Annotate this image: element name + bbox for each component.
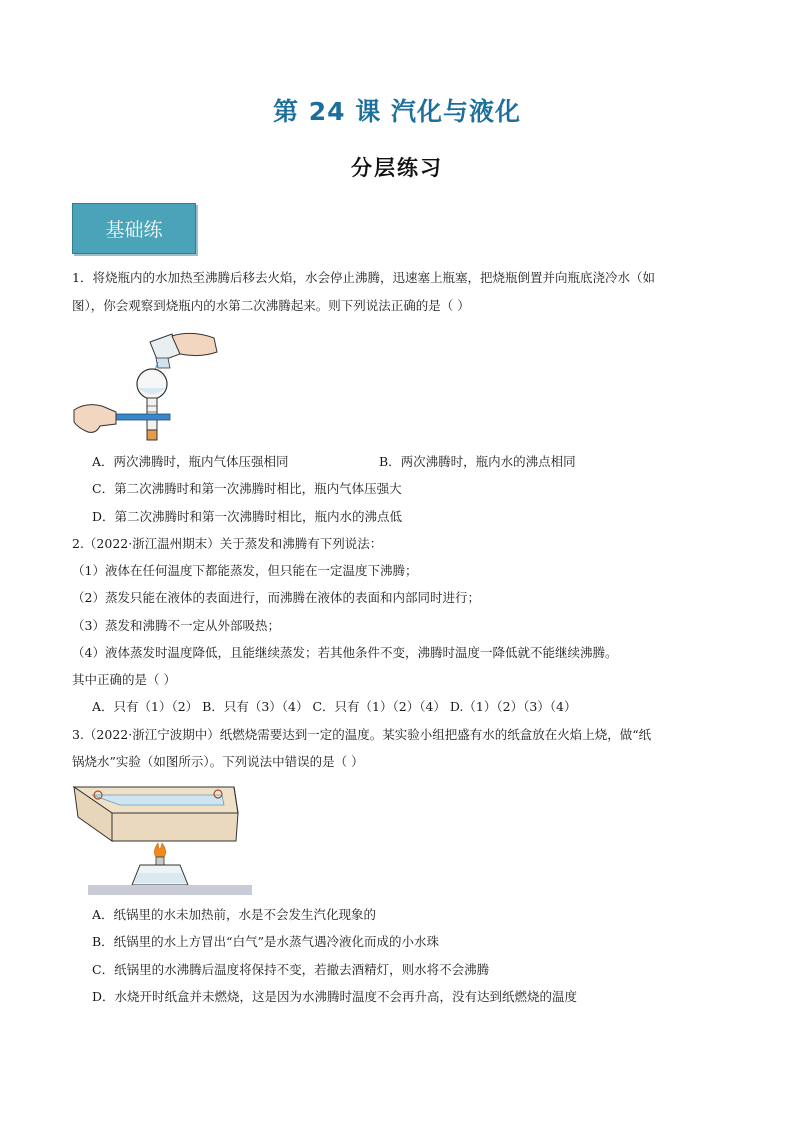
q1-option-b: B．两次沸腾时，瓶内水的沸点相同	[379, 454, 576, 469]
page-subtitle: 分层练习	[351, 156, 443, 180]
hand-icon	[74, 405, 116, 433]
paper-box-icon	[74, 787, 238, 841]
q2-ask: 其中正确的是（ ）	[72, 672, 176, 687]
q2-item-2: （2）蒸发只能在液体的表面进行，而沸腾在液体的表面和内部同时进行；	[72, 590, 480, 605]
q1-option-d: D．第二次沸腾时和第一次沸腾时相比，瓶内水的沸点低	[92, 509, 403, 524]
q1-stem-line2: 图），你会观察到烧瓶内的水第二次沸腾起来。则下列说法正确的是（ ）	[72, 298, 470, 313]
q2-item-4: （4）液体蒸发时温度降低，且能继续蒸发；若其他条件不变，沸腾时温度一降低就不能继续沸腾。	[72, 645, 618, 660]
flask-icon	[137, 369, 167, 399]
section-label: 基础练	[72, 203, 196, 254]
q2-stem: 2.（2022·浙江温州期末）关于蒸发和沸腾有下列说法：	[72, 536, 383, 551]
q1-stem-line1: 1．将烧瓶内的水加热至沸腾后移去火焰，水会停止沸腾，迅速塞上瓶塞，把烧瓶倒置并向瓶底浇冷水（如	[72, 270, 655, 285]
q1-option-c: C．第二次沸腾时和第一次沸腾时相比，瓶内气体压强大	[92, 481, 402, 496]
page-title: 第 24 课 汽化与液化	[273, 97, 521, 126]
alcohol-lamp-icon	[132, 857, 188, 885]
paper-pot-figure	[72, 783, 252, 895]
q3-option-a: A．纸锅里的水未加热前，水是不会发生汽化现象的	[92, 907, 377, 922]
q2-item-1: （1）液体在任何温度下都能蒸发，但只能在一定温度下沸腾；	[72, 563, 418, 578]
q2-options: A．只有（1）（2） B．只有（3）（4） C．只有（1）（2）（4） D.（1）（2）（3）（4）	[92, 699, 577, 714]
q3-option-d: D．水烧开时纸盒并未燃烧，这是因为水沸腾时温度不会再升高，没有达到纸燃烧的温度	[92, 989, 578, 1004]
q3-option-b: B．纸锅里的水上方冒出“白气”是水蒸气遇冷液化而成的小水珠	[92, 934, 439, 949]
beaker-hand-icon	[150, 333, 217, 372]
q3-stem-line2: 锅烧水”实验（如图所示）。下列说法中错误的是（ ）	[72, 754, 364, 769]
flask-figure	[72, 328, 232, 444]
q1-option-a: A．两次沸腾时，瓶内气体压强相同	[92, 454, 289, 469]
q3-stem-line1: 3.（2022·浙江宁波期中）纸燃烧需要达到一定的温度。某实验小组把盛有水的纸盒放在火焰上烧，做“纸	[72, 727, 652, 742]
flame-icon	[154, 843, 165, 859]
q3-option-c: C．纸锅里的水沸腾后温度将保持不变，若撤去酒精灯，则水将不会沸腾	[92, 962, 490, 977]
q2-item-3: （3）蒸发和沸腾不一定从外部吸热；	[72, 618, 280, 633]
